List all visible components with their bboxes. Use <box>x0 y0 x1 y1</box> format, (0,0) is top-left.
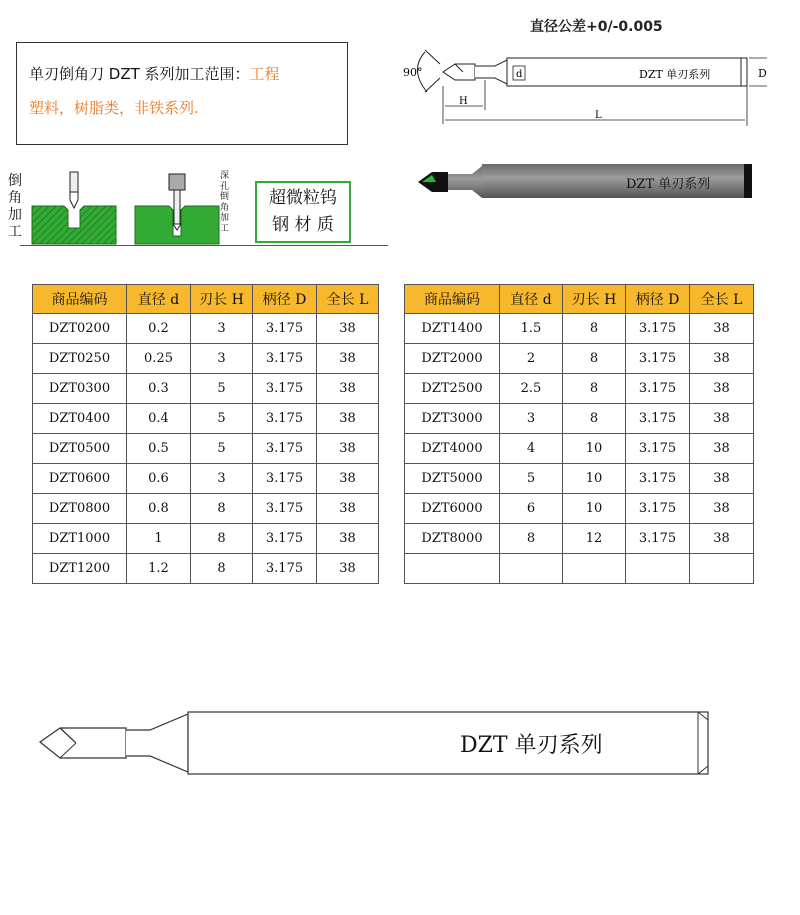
deep-hole-label: 深 孔 倒 角 加 工 <box>220 171 230 234</box>
cell-length: 38 <box>690 524 754 554</box>
cell-length <box>690 554 754 584</box>
deep-hole-diagram <box>133 172 221 248</box>
cell-edge-length: 10 <box>563 434 626 464</box>
intro-line2: 塑料，树脂类，非铁系列. <box>29 99 199 117</box>
table-row <box>33 464 379 494</box>
drawing-neck <box>475 60 507 84</box>
intro-box <box>16 42 348 145</box>
cell-diameter: 3 <box>500 404 563 434</box>
cell-code: DZT2500 <box>405 374 500 404</box>
cell-length: 38 <box>317 464 379 494</box>
cell-diameter: 0.25 <box>127 344 191 374</box>
cell-diameter: 0.5 <box>127 434 191 464</box>
header-length: 全长 L <box>317 285 379 314</box>
spec-table-left <box>32 284 379 584</box>
photo-small-series-text: DZT 单刃系列 <box>626 177 711 192</box>
cell-diameter: 0.4 <box>127 404 191 434</box>
chamfer-diagram <box>30 168 118 248</box>
cell-length: 38 <box>317 344 379 374</box>
cell-diameter <box>500 554 563 584</box>
cell-length: 38 <box>317 314 379 344</box>
drawing-series-text: DZT 单刃系列 <box>639 68 711 81</box>
large-series-text: DZT 单刃系列 <box>460 733 603 758</box>
angle-line-top <box>425 50 440 64</box>
cell-diameter: 4 <box>500 434 563 464</box>
intro-line1-highlight: 工程 <box>249 65 280 83</box>
cell-edge-length: 8 <box>191 524 253 554</box>
cell-length: 38 <box>317 524 379 554</box>
header-shank: 柄径 D <box>626 285 690 314</box>
material-box <box>255 181 351 243</box>
large-neck <box>126 714 188 772</box>
table-row <box>33 494 379 524</box>
cell-code: DZT0400 <box>33 404 127 434</box>
cell-code: DZT0800 <box>33 494 127 524</box>
H-label: H <box>459 96 468 107</box>
cell-code: DZT8000 <box>405 524 500 554</box>
cell-code: DZT1200 <box>33 554 127 584</box>
tool-drawing-large <box>30 706 720 786</box>
cell-shank: 3.175 <box>626 434 690 464</box>
angle-line-bottom <box>425 78 440 92</box>
cell-shank: 3.175 <box>253 374 317 404</box>
cell-edge-length: 3 <box>191 314 253 344</box>
cell-length: 38 <box>690 314 754 344</box>
cell-length: 38 <box>317 374 379 404</box>
table-row <box>33 434 379 464</box>
cell-edge-length <box>563 554 626 584</box>
cell-diameter: 6 <box>500 494 563 524</box>
spec-table-right <box>404 284 754 584</box>
header-edge-length: 刃长 H <box>563 285 626 314</box>
header-diameter: 直径 d <box>500 285 563 314</box>
cell-code: DZT0250 <box>33 344 127 374</box>
cell-shank: 3.175 <box>626 344 690 374</box>
tool-photo-small <box>418 162 758 202</box>
chamfer-label: 倒 角 加 工 <box>8 173 22 240</box>
tool-technical-drawing <box>395 40 775 130</box>
table-row <box>405 314 754 344</box>
cell-length: 38 <box>690 494 754 524</box>
table-row <box>33 344 379 374</box>
cell-length: 38 <box>690 404 754 434</box>
header-shank: 柄径 D <box>253 285 317 314</box>
intro-line1: 单刃倒角刀 DZT 系列加工范围： <box>29 65 250 83</box>
cell-code: DZT0200 <box>33 314 127 344</box>
table-row <box>405 494 754 524</box>
material-line2: 钢 材 质 <box>272 215 334 235</box>
cell-shank: 3.175 <box>253 314 317 344</box>
chamfer-tool <box>70 192 78 208</box>
cell-code: DZT0600 <box>33 464 127 494</box>
cell-shank <box>626 554 690 584</box>
cell-code: DZT4000 <box>405 434 500 464</box>
table-row <box>33 524 379 554</box>
cell-shank: 3.175 <box>626 524 690 554</box>
header-edge-length: 刃长 H <box>191 285 253 314</box>
cell-edge-length: 8 <box>563 404 626 434</box>
ground-line <box>20 245 388 246</box>
cell-diameter: 2.5 <box>500 374 563 404</box>
cell-code <box>405 554 500 584</box>
cell-diameter: 8 <box>500 524 563 554</box>
cell-shank: 3.175 <box>253 464 317 494</box>
cell-edge-length: 8 <box>563 344 626 374</box>
cell-shank: 3.175 <box>253 434 317 464</box>
deep-hole-tool <box>173 224 181 230</box>
cell-diameter: 0.2 <box>127 314 191 344</box>
cell-code: DZT0300 <box>33 374 127 404</box>
cell-length: 38 <box>317 554 379 584</box>
header-diameter: 直径 d <box>127 285 191 314</box>
cell-code: DZT1400 <box>405 314 500 344</box>
angle-label: 90° <box>403 66 423 79</box>
table-row <box>33 374 379 404</box>
cell-shank: 3.175 <box>626 374 690 404</box>
drawing-shank <box>507 58 747 86</box>
cell-length: 38 <box>690 344 754 374</box>
cell-edge-length: 5 <box>191 434 253 464</box>
cell-shank: 3.175 <box>626 494 690 524</box>
cell-edge-length: 8 <box>563 374 626 404</box>
cell-edge-length: 10 <box>563 464 626 494</box>
table-row <box>33 404 379 434</box>
cell-shank: 3.175 <box>626 314 690 344</box>
material-line1: 超微粒钨 <box>269 188 337 208</box>
cell-length: 38 <box>690 374 754 404</box>
cell-edge-length: 8 <box>191 494 253 524</box>
header-code: 商品编码 <box>405 285 500 314</box>
table-row <box>405 524 754 554</box>
cell-code: DZT3000 <box>405 404 500 434</box>
cell-length: 38 <box>317 404 379 434</box>
cell-edge-length: 8 <box>191 554 253 584</box>
cell-edge-length: 5 <box>191 374 253 404</box>
cell-shank: 3.175 <box>626 464 690 494</box>
cell-length: 38 <box>317 494 379 524</box>
table-row <box>405 434 754 464</box>
cell-diameter: 0.3 <box>127 374 191 404</box>
D-label: D <box>758 67 767 80</box>
cell-edge-length: 5 <box>191 404 253 434</box>
table-header-row <box>33 285 379 314</box>
cell-code: DZT2000 <box>405 344 500 374</box>
tolerance-title: 直径公差+0/-0.005 <box>530 19 663 35</box>
cell-edge-length: 12 <box>563 524 626 554</box>
cell-code: DZT6000 <box>405 494 500 524</box>
large-tip <box>40 728 126 758</box>
table-row <box>405 404 754 434</box>
cell-shank: 3.175 <box>253 344 317 374</box>
cell-code: DZT5000 <box>405 464 500 494</box>
cell-diameter: 1.5 <box>500 314 563 344</box>
cell-diameter: 2 <box>500 344 563 374</box>
cell-diameter: 0.6 <box>127 464 191 494</box>
cell-shank: 3.175 <box>253 494 317 524</box>
cell-shank: 3.175 <box>253 554 317 584</box>
cell-diameter: 1.2 <box>127 554 191 584</box>
cell-code: DZT1000 <box>33 524 127 554</box>
cell-edge-length: 8 <box>563 314 626 344</box>
cell-diameter: 1 <box>127 524 191 554</box>
table-row <box>405 554 754 584</box>
table-row <box>33 554 379 584</box>
cell-code: DZT0500 <box>33 434 127 464</box>
workpiece <box>32 206 116 244</box>
cell-diameter: 5 <box>500 464 563 494</box>
table-row <box>405 344 754 374</box>
cell-length: 38 <box>690 464 754 494</box>
drawing-tip <box>443 64 475 80</box>
table-row <box>405 464 754 494</box>
cell-edge-length: 3 <box>191 464 253 494</box>
table-row <box>405 374 754 404</box>
table-row <box>33 314 379 344</box>
table-header-row <box>405 285 754 314</box>
cell-shank: 3.175 <box>253 404 317 434</box>
cell-edge-length: 10 <box>563 494 626 524</box>
cell-edge-length: 3 <box>191 344 253 374</box>
cell-diameter: 0.8 <box>127 494 191 524</box>
cell-shank: 3.175 <box>253 524 317 554</box>
large-shank <box>188 712 708 774</box>
cell-length: 38 <box>690 434 754 464</box>
L-label: L <box>595 110 602 121</box>
cell-length: 38 <box>317 434 379 464</box>
cell-shank: 3.175 <box>626 404 690 434</box>
header-length: 全长 L <box>690 285 754 314</box>
d-label: d <box>516 69 523 80</box>
header-code: 商品编码 <box>33 285 127 314</box>
